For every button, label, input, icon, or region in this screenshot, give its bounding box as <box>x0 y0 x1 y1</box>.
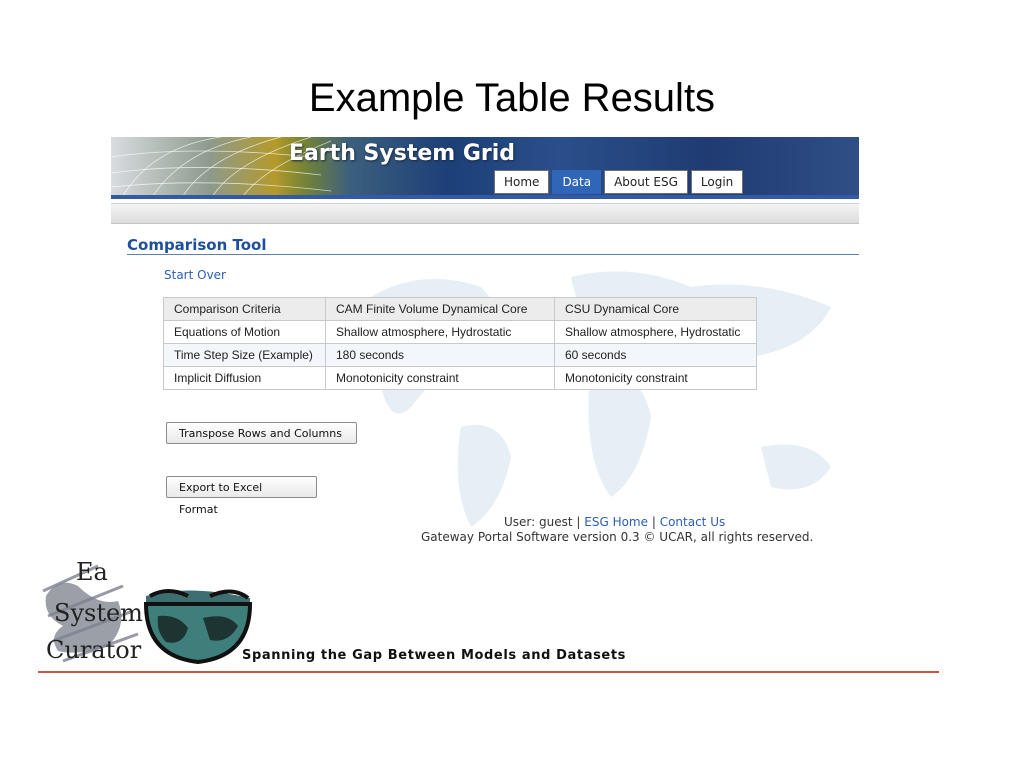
logo-word-curator: Curator <box>46 636 142 664</box>
banner-divider <box>111 195 859 199</box>
table-cell: 60 seconds <box>555 344 757 367</box>
nav-tab-data[interactable]: Data <box>552 170 601 194</box>
header-cell: Comparison Criteria <box>164 298 326 321</box>
user-status: User: guest | <box>504 515 581 529</box>
footer-separator: | <box>651 515 656 529</box>
header-cell: CAM Finite Volume Dynamical Core <box>326 298 555 321</box>
table-row <box>164 321 757 344</box>
slide-title: Example Table Results <box>308 76 716 120</box>
earth-system-curator-logo <box>38 556 268 671</box>
logo-word-earth: Ea <box>76 558 108 586</box>
section-title: Comparison Tool <box>127 236 267 254</box>
table-cell: Monotonicity constraint <box>326 367 555 390</box>
site-title[interactable]: Earth System Grid <box>289 141 516 166</box>
table-cell: Equations of Motion <box>164 321 326 344</box>
footer-user-line <box>504 515 725 529</box>
table-header-row <box>164 298 757 321</box>
nav-tab-login[interactable]: Login <box>691 170 743 194</box>
nav-tab-about-esg[interactable]: About ESG <box>604 170 688 194</box>
nav-tab-home[interactable]: Home <box>494 170 549 194</box>
transpose-button[interactable]: Transpose Rows and Columns <box>166 422 357 444</box>
table-row <box>164 344 757 367</box>
portal-screenshot <box>111 137 859 547</box>
table-row <box>164 367 757 390</box>
table-cell: 180 seconds <box>326 344 555 367</box>
sub-navigation-bar <box>111 203 859 224</box>
esg-home-link[interactable]: ESG Home <box>584 515 648 529</box>
start-over-link[interactable]: Start Over <box>164 268 226 282</box>
header-cell: CSU Dynamical Core <box>555 298 757 321</box>
table-cell: Time Step Size (Example) <box>164 344 326 367</box>
export-excel-button[interactable]: Export to Excel Format <box>166 476 317 498</box>
contact-us-link[interactable]: Contact Us <box>659 515 726 529</box>
main-nav <box>494 170 743 194</box>
footer-red-rule <box>38 671 939 673</box>
logo-word-system: System <box>54 599 143 627</box>
site-banner <box>111 137 859 199</box>
footer-copyright: Gateway Portal Software version 0.3 © UCAR, all rights reserved. <box>421 530 814 544</box>
table-cell: Shallow atmosphere, Hydrostatic <box>326 321 555 344</box>
section-divider <box>127 254 859 255</box>
table-cell: Shallow atmosphere, Hydrostatic <box>555 321 757 344</box>
table-cell: Implicit Diffusion <box>164 367 326 390</box>
table-cell: Monotonicity constraint <box>555 367 757 390</box>
comparison-table <box>163 297 757 390</box>
tagline: Spanning the Gap Between Models and Datasets <box>242 648 626 663</box>
